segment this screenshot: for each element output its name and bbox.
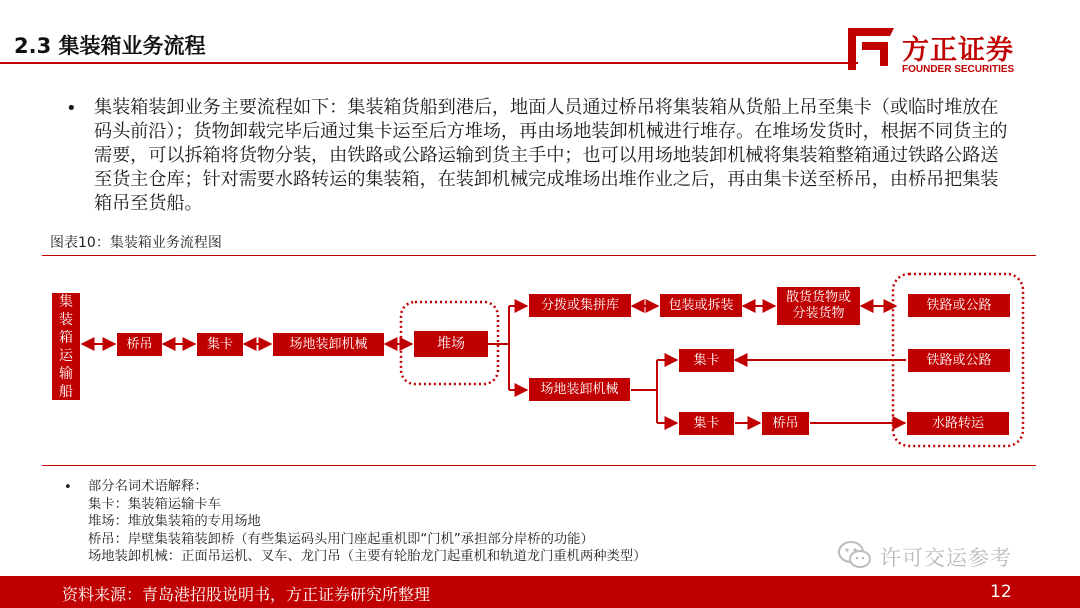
figure-bottom-rule xyxy=(42,465,1036,466)
logo-chinese-name: 方正证券 xyxy=(902,35,1014,66)
yard-machine-node-2: 场地装卸机械 xyxy=(529,378,630,401)
logo-english-name: FOUNDER SECURITIES xyxy=(902,64,1015,75)
truck-node: 集卡 xyxy=(197,333,243,356)
bulk-cargo-node: 散货货物或 分装货物 xyxy=(777,287,860,325)
truck-node-3: 集卡 xyxy=(679,412,734,435)
note-line: 堆场：堆放集装箱的专用场地 xyxy=(88,514,261,529)
company-logo xyxy=(842,20,1052,82)
note-line: 桥吊：岸壁集装箱装卸桥（有些集运码头用门座起重机即“门机”承担部分岸桥的功能） xyxy=(88,531,594,547)
sort-consolidate-node: 分拨或集拼库 xyxy=(529,294,631,317)
notes-heading: 部分名词术语解释： xyxy=(88,479,208,494)
waterway-transfer-node: 水路转运 xyxy=(907,412,1009,435)
yard-machine-node: 场地装卸机械 xyxy=(273,333,384,356)
notes-bullet: • xyxy=(64,480,72,495)
intro-paragraph: 集装箱装卸业务主要流程如下：集装箱货船到港后，地面人员通过桥吊将集装箱从货船上吊至集卡（或临时堆放在码头前沿）；货物卸载完毕后通过集卡运至后方堆场，再由场地装卸机械进行堆存。在堆场发货时，根据不同货主的需要，可以拆箱将货物分装，由铁路或公路运输到货主手中；也可以用场地装卸机械将集装箱整箱通过铁路公路送至货主仓库；针对需要水路转运的集装箱，在装卸机械完成堆场出堆作业之后，再由集卡送至桥吊，由桥吊把集装箱吊至货船。 xyxy=(94,97,1008,214)
bridge-crane-node-2: 桥吊 xyxy=(762,412,809,435)
note-line: 场地装卸机械：正面吊运机、叉车、龙门吊（主要有轮胎龙门起重机和轨道龙门重机两种类型） xyxy=(88,549,647,564)
container-flow-diagram xyxy=(0,256,1080,464)
founder-logo-icon xyxy=(842,26,900,74)
header-divider xyxy=(0,62,858,64)
page-title: 2.3 集装箱业务流程 xyxy=(14,34,206,58)
truck-node-2: 集卡 xyxy=(679,349,734,372)
figure-caption: 图表10：集装箱业务流程图 xyxy=(50,235,222,251)
wechat-icon xyxy=(838,540,872,570)
note-line: 集卡：集装箱运输卡车 xyxy=(88,496,221,512)
yard-node: 堆场 xyxy=(414,331,488,357)
bridge-crane-node: 桥吊 xyxy=(117,333,162,356)
container-ship-node: 集 装 箱 运 输 船 xyxy=(52,293,80,400)
footer-source: 资料来源：青岛港招股说明书，方正证券研究所整理 xyxy=(62,585,431,604)
terminology-notes xyxy=(88,478,646,566)
page-number: 12 xyxy=(990,582,1012,602)
watermark-text: 许可交运参考 xyxy=(880,546,1012,570)
intro-bullet: • xyxy=(66,98,77,119)
rail-road-node-1: 铁路或公路 xyxy=(908,294,1010,317)
pack-unpack-node: 包装或拆装 xyxy=(660,294,742,317)
rail-road-node-2: 铁路或公路 xyxy=(908,349,1010,372)
